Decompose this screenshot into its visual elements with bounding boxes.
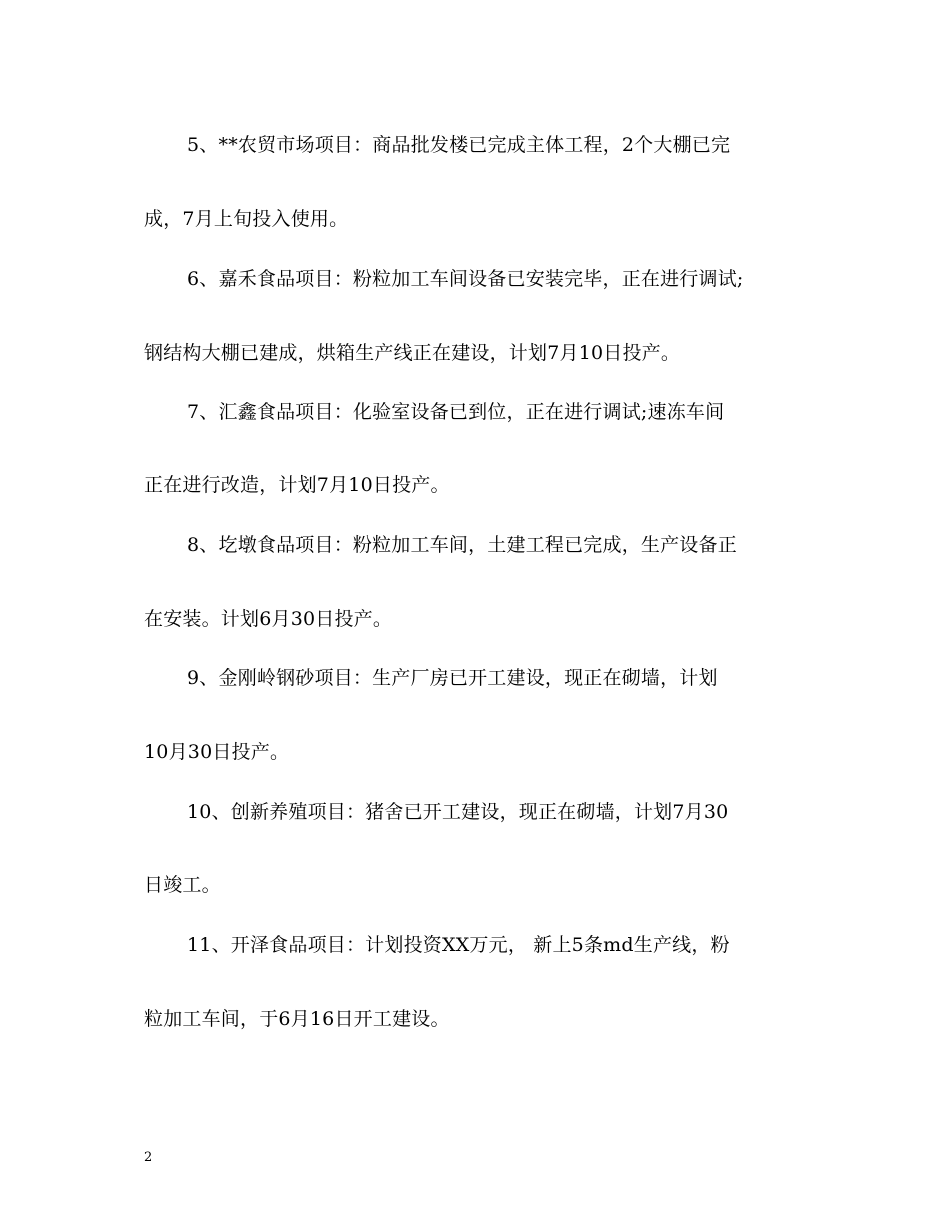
page-number: 2 — [144, 1150, 153, 1165]
item-8-line-2: 在安装。计划6月30日投产。 — [144, 608, 393, 630]
item-11-line-2: 粒加工车间，于6月16日开工建设。 — [144, 1008, 450, 1030]
item-9-line-2: 10月30日投产。 — [144, 741, 290, 763]
item-10-line-1: 10、创新养殖项目：猪舍已开工建设，现正在砌墙，计划7月30 — [187, 801, 729, 823]
item-6-line-1: 6、嘉禾食品项目：粉粒加工车间设备已安装完毕，正在进行调试; — [187, 268, 744, 290]
item-9-line-1: 9、金刚岭钢砂项目：生产厂房已开工建设，现正在砌墙，计划 — [187, 667, 718, 689]
item-11-line-1: 11、开泽食品项目：计划投资XX万元， 新上5条md生产线，粉 — [187, 934, 730, 956]
item-8-line-1: 8、圪墩食品项目：粉粒加工车间，土建工程已完成，生产设备正 — [187, 534, 737, 556]
item-5-line-1: 5、**农贸市场项目：商品批发楼已完成主体工程，2个大棚已完 — [187, 134, 731, 156]
item-7-line-1: 7、汇鑫食品项目：化验室设备已到位，正在进行调试;速冻车间 — [187, 401, 725, 423]
item-6-line-2: 钢结构大棚已建成，烘箱生产线正在建设，计划7月10日投产。 — [144, 342, 681, 364]
item-10-line-2: 日竣工。 — [144, 874, 221, 896]
item-5-line-2: 成，7月上旬投入使用。 — [144, 208, 349, 230]
item-7-line-2: 正在进行改造，计划7月10日投产。 — [144, 474, 450, 496]
